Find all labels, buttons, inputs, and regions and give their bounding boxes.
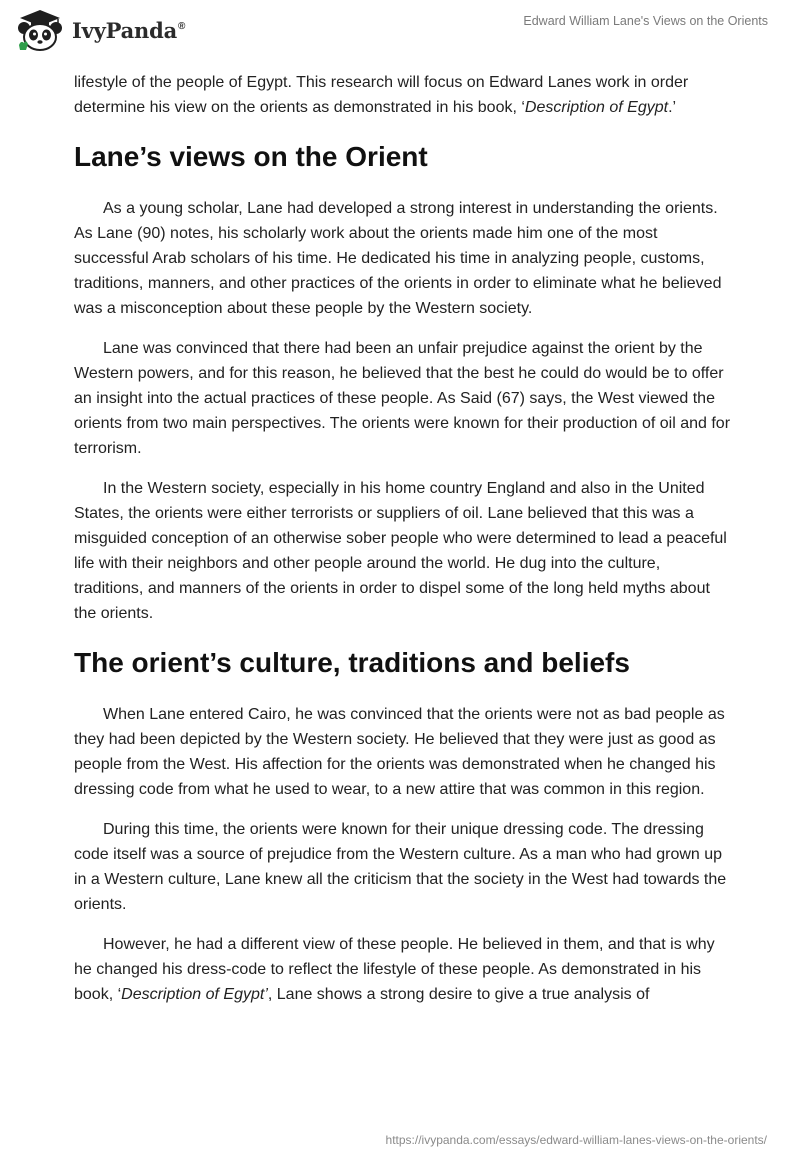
panda-graduate-icon (14, 8, 66, 52)
article-body (74, 70, 730, 1022)
body-paragraph: As a young scholar, Lane had developed a strong interest in understanding the orients. As Lane (90) notes, his scholarly work about the orients made him one of the most successful Arab scholars of his time. He dedicated his time in analyzing people, customs, traditions, manners, and other practices of the orients in order to eliminate what he believed was a misconception about these people by the Western society. (74, 200, 722, 317)
ivypanda-logo[interactable] (14, 8, 185, 52)
book-title: Description of Egypt’ (121, 986, 268, 1003)
section-heading: The orient’s culture, traditions and beliefs (74, 647, 630, 678)
brand-name: IvyPanda® (72, 17, 186, 43)
body-paragraph: However, he had a different view of these people. He believed in them, and that is why he changed his dress-code to reflect the lifestyle of these people. As demonstrated in his book, ‘Description of Egypt’, Lane shows a strong desire to give a true analysis of (74, 936, 715, 1003)
body-paragraph: In the Western society, especially in his home country England and also in the United States, the orients were either terrorists or suppliers of oil. Lane believed that this was a misguided conception of an otherwise sober people who were determined to lead a peaceful life with their neighbors and other people around the world. He dug into the culture, traditions, and manners of the orients in order to dispel some of the long held myths about the orients. (74, 480, 727, 622)
body-paragraph: When Lane entered Cairo, he was convinced that the orients were not as bad people as they had been depicted by the Western society. He believed that they were just as good as people from the West. His affection for the orients was demonstrated when he changed his dressing code from what he used to wear, to a new attire that was common in this region. (74, 706, 725, 798)
section-heading: Lane’s views on the Orient (74, 141, 428, 172)
page-header (0, 0, 800, 64)
intro-paragraph: lifestyle of the people of Egypt. This research will focus on Edward Lanes work in order determine his view on the orients as demonstrated in his book, ‘Description of Egypt.’ (74, 74, 689, 116)
document-title: Edward William Lane's Views on the Orients (523, 14, 768, 28)
source-url[interactable]: https://ivypanda.com/essays/edward-william-lanes-views-on-the-orients/ (385, 1133, 767, 1147)
body-paragraph: During this time, the orients were known for their unique dressing code. The dressing code itself was a source of prejudice from the Western culture. As a man who had grown up in a Western culture, Lane knew all the criticism that the society in the West had towards the orients. (74, 821, 727, 913)
body-paragraph: Lane was convinced that there had been an unfair prejudice against the orient by the Western powers, and for this reason, he believed that the best he could do would be to offer an insight into the actual practices of these people. As Said (67) says, the West viewed the orients from two main perspectives. The orients were known for their production of oil and for terrorism. (74, 340, 731, 457)
book-title: Description of Egypt (524, 99, 669, 116)
